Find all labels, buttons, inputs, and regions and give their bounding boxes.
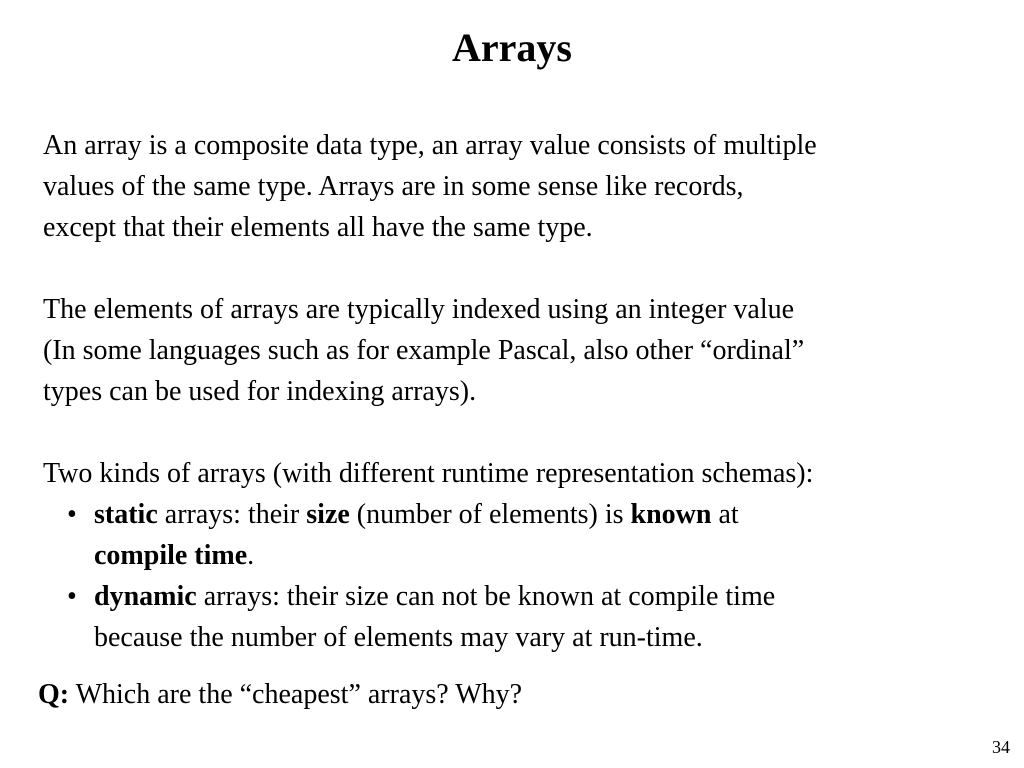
- paragraph-line: An array is a composite data type, an array value consists of multiple: [43, 130, 817, 161]
- bullet-text: because the number of elements may vary at run-time.: [94, 622, 703, 653]
- bullet-marker: •: [67, 581, 77, 612]
- bullet-text: (number of elements) is: [349, 499, 631, 530]
- bullet-text: .: [247, 540, 255, 571]
- paragraph-kinds-intro: [43, 453, 1003, 494]
- bullet-marker: •: [67, 499, 77, 530]
- paragraph-line: except that their elements all have the same type.: [43, 212, 593, 243]
- paragraph-indexing: [43, 289, 1003, 412]
- slide-title: Arrays: [452, 25, 572, 70]
- question-text: Which are the “cheapest” arrays? Why?: [69, 679, 523, 710]
- bullet-text: at: [711, 499, 739, 530]
- bold-term: static: [94, 499, 158, 530]
- paragraph-line: Two kinds of arrays (with different runtime representation schemas):: [43, 458, 814, 489]
- bullet-text: arrays: their size can not be known at compile time: [196, 581, 776, 612]
- page-number: 34: [992, 737, 1010, 757]
- bullet-text: arrays: their: [157, 499, 307, 530]
- paragraph-line: types can be used for indexing arrays).: [43, 376, 477, 407]
- paragraph-line: (In some languages such as for example Pascal, also other “ordinal”: [43, 335, 805, 366]
- question: [38, 674, 522, 715]
- paragraph-line: The elements of arrays are typically indexed using an integer value: [43, 294, 795, 325]
- bullet-item-dynamic: [67, 576, 967, 658]
- paragraph-definition: [43, 125, 1003, 248]
- bullet-list: [67, 494, 967, 658]
- question-label: Q:: [38, 679, 70, 710]
- bold-term: dynamic: [94, 581, 197, 612]
- bold-term: known: [630, 499, 712, 530]
- bullet-item-static: [67, 494, 967, 576]
- paragraph-line: values of the same type. Arrays are in some sense like records,: [43, 171, 744, 202]
- bold-term: compile time: [94, 540, 248, 571]
- bold-term: size: [306, 499, 350, 530]
